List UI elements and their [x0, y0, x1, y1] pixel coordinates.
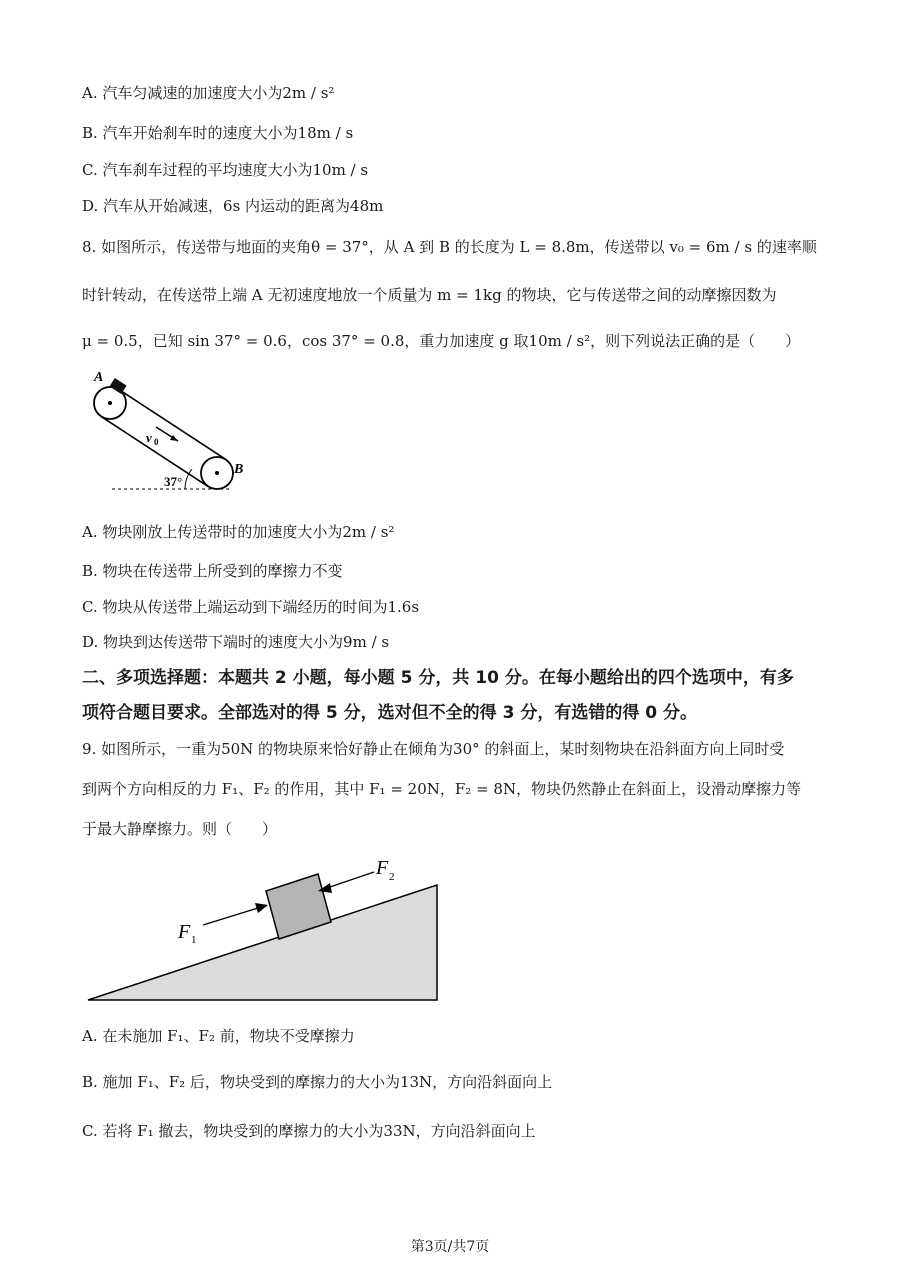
- page-number: 第3页/共7页: [410, 1239, 490, 1255]
- f1-label: F: [178, 921, 191, 943]
- q8-stem-line2: 时针转动，在传送带上端 A 无初速度地放一个质量为 m = 1kg 的物块，它与传送带之间的动摩擦因数为: [82, 286, 777, 304]
- q8-stem-line1: 8. 如图所示，传送带与地面的夹角θ = 37°，从 A 到 B 的长度为 L = 8.8m，传送带以 v₀ = 6m / s 的速率顺: [82, 238, 817, 256]
- q8-option-c: C. 物块从传送带上端运动到下端经历的时间为1.6s: [82, 598, 420, 616]
- q7-option-a: A. 汽车匀减速的加速度大小为2m / s²: [82, 84, 335, 102]
- v0-label: v: [146, 430, 152, 445]
- incline-figure: [82, 850, 452, 1010]
- v0-subscript: 0: [154, 437, 159, 447]
- q8-option-a: A. 物块刚放上传送带时的加速度大小为2m / s²: [82, 523, 395, 541]
- q9-option-b: B. 施加 F₁、F₂ 后，物块受到的摩擦力的大小为13N，方向沿斜面向上: [82, 1073, 553, 1091]
- q9-stem-line2: 到两个方向相反的力 F₁、F₂ 的作用，其中 F₁ = 20N，F₂ = 8N，物块仍然静止在斜面上，设滑动摩擦力等: [82, 780, 802, 798]
- q7-option-b: B. 汽车开始刹车时的速度大小为18m / s: [82, 124, 354, 142]
- q7-option-c: C. 汽车刹车过程的平均速度大小为10m / s: [82, 161, 369, 179]
- q9-stem-line3: 于最大静摩擦力。则（ ）: [82, 820, 278, 838]
- f2-subscript: 2: [389, 871, 395, 883]
- q9-option-a: A. 在未施加 F₁、F₂ 前，物块不受摩擦力: [82, 1027, 355, 1045]
- f1-subscript: 1: [191, 934, 197, 946]
- section2-heading-line2: 项符合题目要求。全部选对的得 5 分，选对但不全的得 3 分，有选错的得 0 分。: [82, 703, 697, 723]
- q8-option-b: B. 物块在传送带上所受到的摩擦力不变: [82, 562, 343, 580]
- point-b-label: B: [234, 462, 244, 477]
- point-a-label: A: [94, 370, 104, 385]
- section2-heading-line1: 二、多项选择题：本题共 2 小题，每小题 5 分，共 10 分。在每小题给出的四个选项中，有多: [82, 668, 794, 688]
- q8-stem-line3: μ = 0.5，已知 sin 37° = 0.6，cos 37° = 0.8，重力加速度 g 取10m / s²，则下列说法正确的是（ ）: [82, 332, 801, 350]
- q9-stem-line1: 9. 如图所示，一重为50N 的物块原来恰好静止在倾角为30° 的斜面上，某时刻物块在沿斜面方向上同时受: [82, 740, 785, 758]
- f2-label: F: [376, 857, 389, 879]
- q9-option-c: C. 若将 F₁ 撤去，物块受到的摩擦力的大小为33N，方向沿斜面向上: [82, 1122, 536, 1140]
- q8-option-d: D. 物块到达传送带下端时的速度大小为9m / s: [82, 633, 390, 651]
- angle-label: 37°: [164, 474, 183, 489]
- conveyor-belt-figure: [82, 365, 262, 495]
- q7-option-d: D. 汽车从开始减速，6s 内运动的距离为48m: [82, 197, 384, 215]
